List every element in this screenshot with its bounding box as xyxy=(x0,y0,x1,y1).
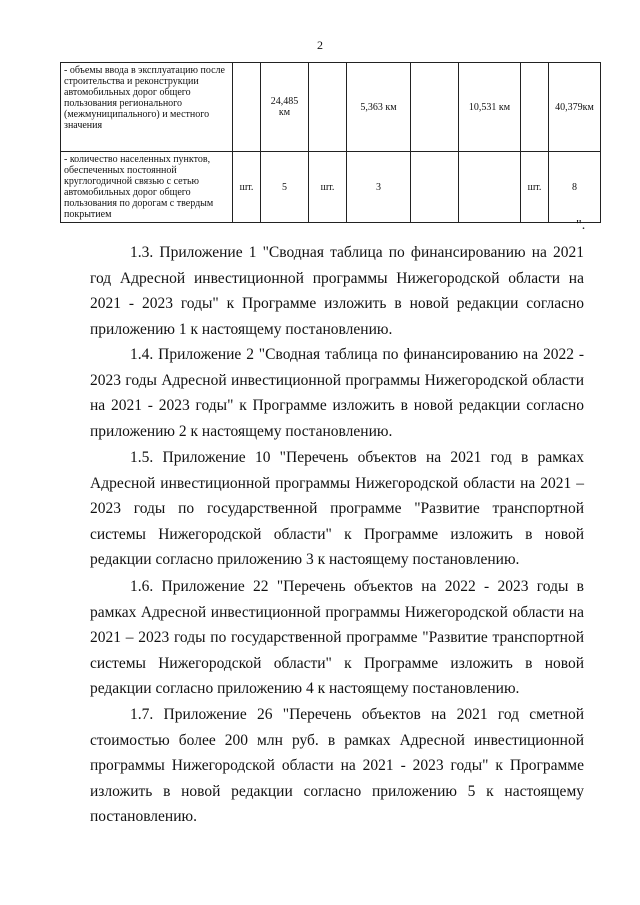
indicator-description: - количество населенных пунктов, обеспеченных постоянной круглогодичной связью с сетью автомобильных дорог общего пользования по дорогам с твердым покрытием xyxy=(61,152,233,223)
table-cell: 8 xyxy=(549,152,601,223)
table-row xyxy=(61,63,601,152)
table-cell: 5 xyxy=(261,152,309,223)
table-cell: шт. xyxy=(521,152,549,223)
table-row xyxy=(61,152,601,223)
table-cell xyxy=(233,63,261,152)
table-cell: шт. xyxy=(309,152,347,223)
table-cell: 5,363 км xyxy=(347,63,411,152)
paragraph-1-3: 1.3. Приложение 1 "Сводная таблица по финансированию на 2021 год Адресной инвестиционной программы Нижегородской области на 2021 - 2023 годы" к Программе изложить в новой редакции согласно приложению 1 к настоящему постановлению. xyxy=(90,244,584,338)
paragraph-1-6: 1.6. Приложение 22 "Перечень объектов на 2022 - 2023 годы в рамках Адресной инвестиционной программы Нижегородской области на 2021 – 2023 годы по государственной программе "Развитие транспортной системы Нижегородской области" к Программе изложить в новой редакции согласно приложению 4 к настоящему постановлению. xyxy=(90,578,584,697)
paragraph-1-7: 1.7. Приложение 26 "Перечень объектов на 2021 год сметной стоимостью более 200 млн руб. в рамках Адресной инвестиционной программы Нижегородской области на 2021 - 2023 годы" к Программе изложить в новой редакции согласно приложению 5 к настоящему постановлению. xyxy=(90,706,584,825)
page-number: 2 xyxy=(317,38,323,52)
table-cell xyxy=(459,152,521,223)
table-cell: 10,531 км xyxy=(459,63,521,152)
table-cell: 40,379км xyxy=(549,63,601,152)
table-cell: 3 xyxy=(347,152,411,223)
table-cell xyxy=(309,63,347,152)
closing-quote-mark: ". xyxy=(576,218,586,233)
paragraph-1-5: 1.5. Приложение 10 "Перечень объектов на 2021 год в рамках Адресной инвестиционной программы Нижегородской области на 2021 – 2023 годы по государственной программе "Развитие транспортной системы Нижегородской области" к Программе изложить в новой редакции согласно приложению 3 к настоящему постановлению. xyxy=(90,449,584,568)
table-cell xyxy=(521,63,549,152)
indicators-table xyxy=(60,62,601,223)
table-cell: 24,485 км xyxy=(261,63,309,152)
indicator-description: - объемы ввода в эксплуатацию после строительства и реконструкции автомобильных дорог общего пользования регионального (межмуниципального) и местного значения xyxy=(61,63,233,152)
table-cell xyxy=(411,152,459,223)
table-cell xyxy=(411,63,459,152)
table-cell: шт. xyxy=(233,152,261,223)
paragraph-1-4: 1.4. Приложение 2 "Сводная таблица по финансированию на 2022 - 2023 годы Адресной инвестиционной программы Нижегородской области на 2021 - 2023 годы" к Программе изложить в новой редакции согласно приложению 2 к настоящему постановлению. xyxy=(90,346,584,440)
